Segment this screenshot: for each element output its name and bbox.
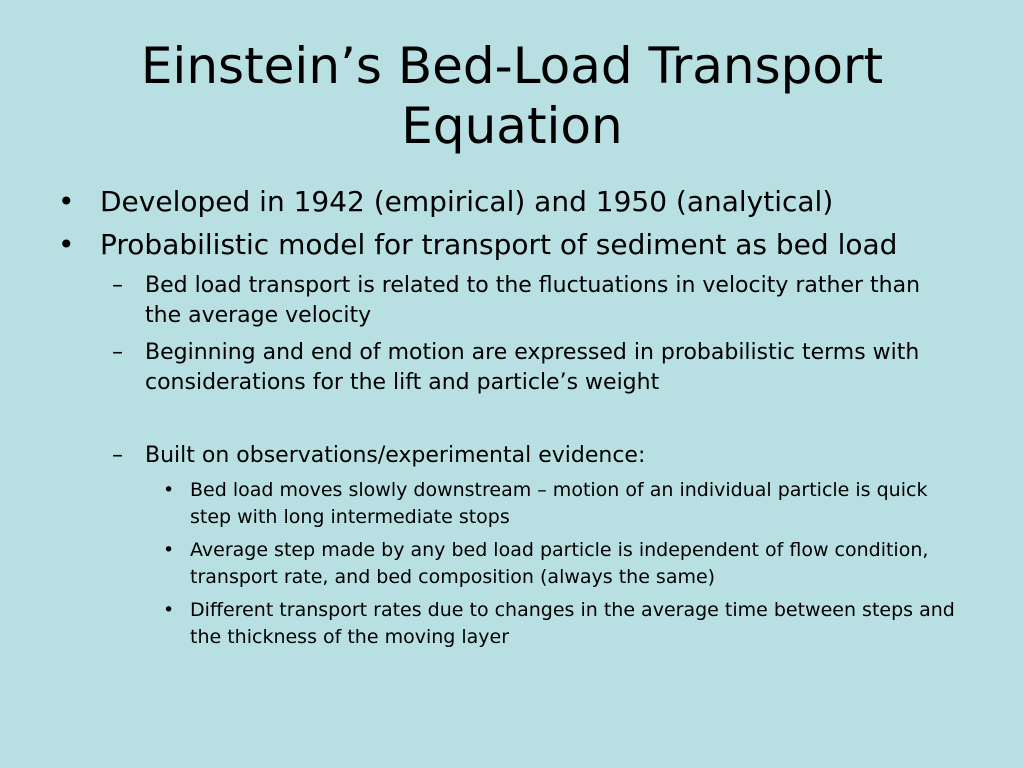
bullet-marker: • bbox=[58, 228, 75, 261]
sub-bullet-text: Bed load transport is related to the fluctuations in velocity rather than the average velocity bbox=[145, 273, 921, 328]
sub-sub-bullet-item bbox=[163, 537, 963, 591]
sub-sub-bullet-text: Bed load moves slowly downstream – motion of an individual particle is quick step with long intermediate stops bbox=[190, 479, 928, 528]
sub-bullet-marker: – bbox=[112, 443, 123, 468]
sub-bullet-item bbox=[112, 441, 962, 471]
slide-title: Einstein’s Bed-Load Transport Equation bbox=[140, 37, 884, 155]
sub-bullet-marker: – bbox=[112, 273, 123, 298]
bullet-text: Probabilistic model for transport of sediment as bed load bbox=[100, 228, 898, 261]
sub-sub-bullet-text: Different transport rates due to changes in the average time between steps and the thickness of the moving layer bbox=[190, 599, 955, 648]
sub-bullet-item bbox=[112, 338, 962, 398]
bullet-marker: • bbox=[58, 185, 75, 218]
sub-sub-bullet-item bbox=[163, 597, 963, 651]
bullet-text: Developed in 1942 (empirical) and 1950 (analytical) bbox=[100, 185, 834, 218]
sub-sub-bullet-text: Average step made by any bed load particle is independent of flow condition, transport rate, and bed composition (always the same) bbox=[190, 539, 929, 588]
sub-sub-bullet-marker: • bbox=[163, 539, 175, 561]
sub-bullet-text: Beginning and end of motion are expressed in probabilistic terms with considerations for the lift and particle’s weight bbox=[145, 340, 920, 395]
sub-bullet-text: Built on observations/experimental evidence: bbox=[145, 443, 646, 468]
bullet-item bbox=[58, 227, 968, 263]
sub-sub-bullet-marker: • bbox=[163, 599, 175, 621]
sub-sub-bullet-item bbox=[163, 477, 963, 531]
bullet-item bbox=[58, 184, 968, 220]
sub-bullet-marker: – bbox=[112, 340, 123, 365]
sub-sub-bullet-marker: • bbox=[163, 479, 175, 501]
sub-bullet-item bbox=[112, 271, 962, 331]
